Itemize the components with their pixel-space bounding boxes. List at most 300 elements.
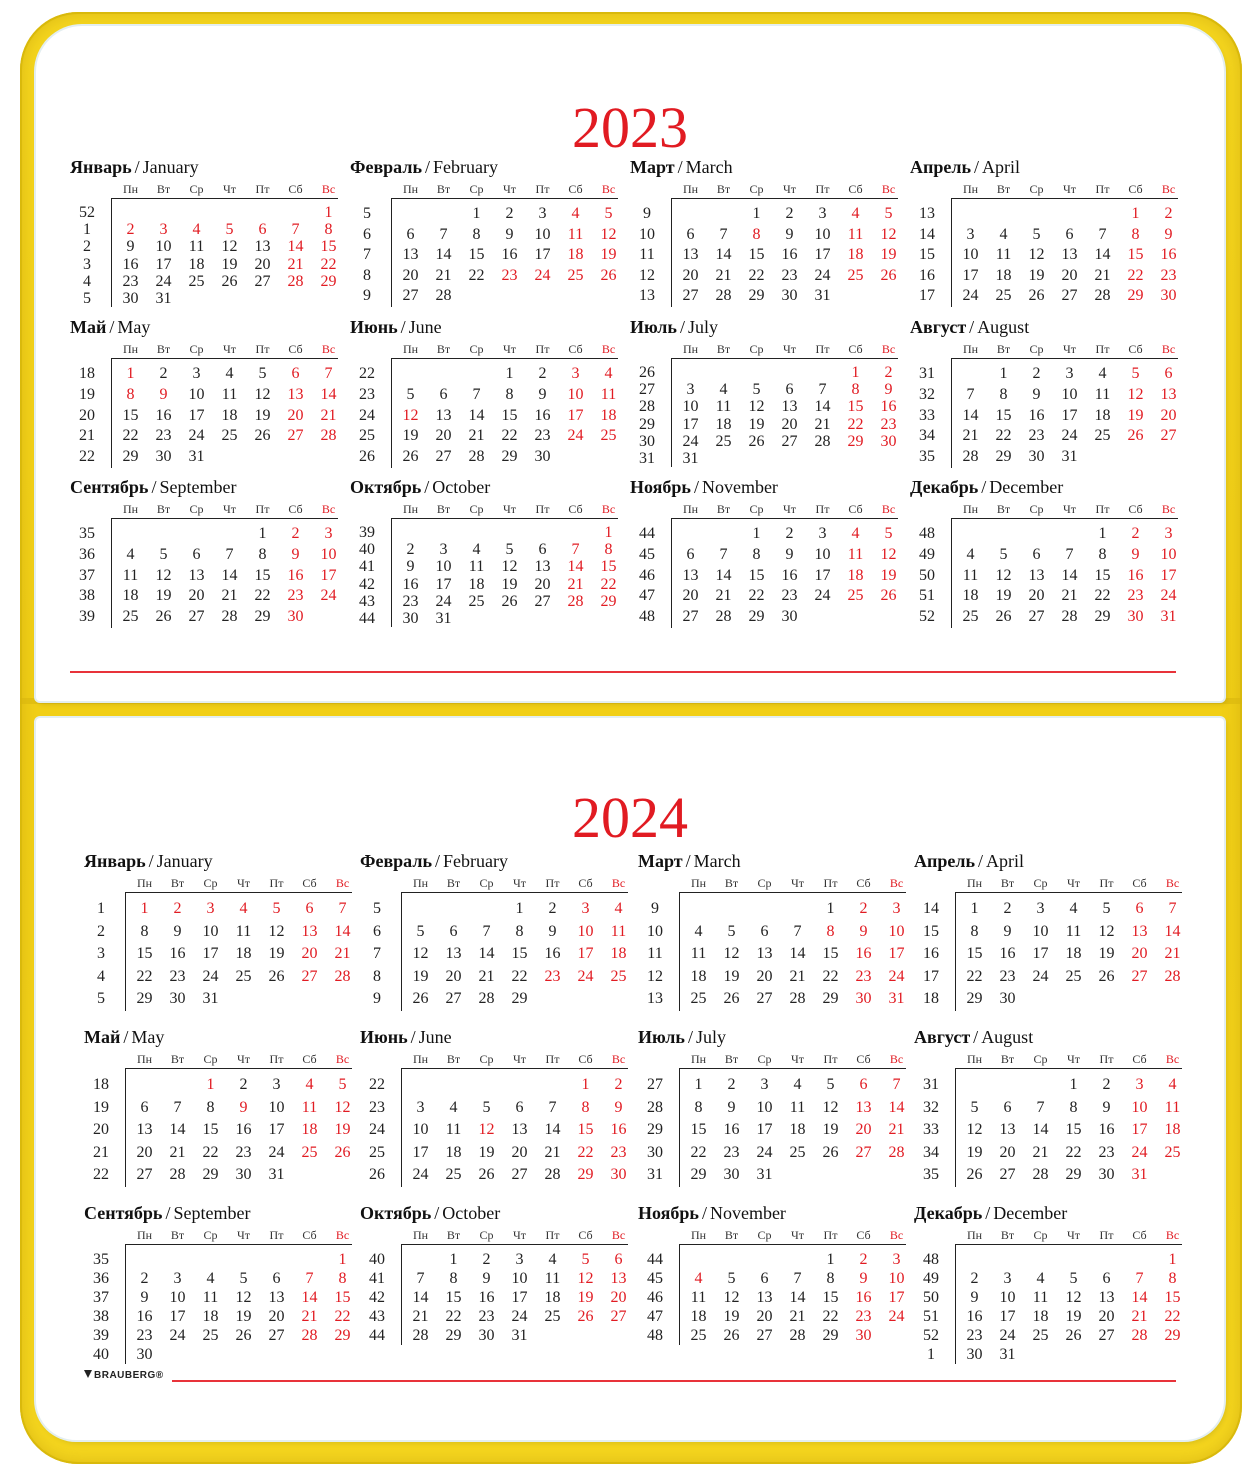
day-cell: 28 xyxy=(1164,967,1181,985)
day-cell: 23 xyxy=(287,587,304,605)
day-cell: 31 xyxy=(155,290,172,307)
day-cell: 18 xyxy=(301,1121,318,1139)
day-cell: 22 xyxy=(511,967,528,985)
day-cell: 21 xyxy=(789,1308,806,1325)
week-number-rule xyxy=(951,518,952,628)
day-cell: 17 xyxy=(1160,566,1177,584)
day-cell: 30 xyxy=(402,610,419,627)
day-cell: 18 xyxy=(600,406,617,424)
weekday-header: Пт xyxy=(255,182,270,196)
day-cell: 20 xyxy=(999,1143,1016,1161)
day-cell: 1 xyxy=(970,900,979,917)
day-cell: 19 xyxy=(221,255,238,273)
day-cell: 3 xyxy=(324,525,333,542)
header-rule xyxy=(956,1244,1182,1245)
weekday-header: Вс xyxy=(1165,1052,1180,1066)
month-name-ru: Июль xyxy=(638,1027,685,1047)
week-number: 32 xyxy=(919,385,935,403)
day-cell: 1 xyxy=(826,1251,835,1268)
day-cell: 10 xyxy=(534,225,551,243)
day-cell: 11 xyxy=(600,385,617,403)
day-cell: 12 xyxy=(478,1121,495,1139)
day-cell: 28 xyxy=(468,448,485,466)
header-rule xyxy=(402,892,628,893)
header-rule xyxy=(680,1244,906,1245)
day-cell: 8 xyxy=(505,385,514,403)
weekday-header: Чт xyxy=(236,1228,251,1242)
day-cell: 3 xyxy=(173,1270,182,1287)
day-cell: 26 xyxy=(268,967,285,985)
month-title-separator: / xyxy=(981,477,987,497)
day-cell: 9 xyxy=(859,1270,868,1287)
day-cell: 17 xyxy=(756,1121,773,1139)
day-cell: 3 xyxy=(1003,1270,1012,1287)
day-cell: 4 xyxy=(694,922,703,940)
weekday-header: Ср xyxy=(1029,502,1044,516)
weekday-header: Ср xyxy=(469,502,484,516)
weekday-header: Пт xyxy=(823,876,838,890)
day-cell: 13 xyxy=(445,945,462,963)
weekday-header: Вт xyxy=(724,1228,739,1242)
month-calendar-grid xyxy=(360,1052,628,1187)
weekday-header: Сб xyxy=(288,182,303,196)
day-cell: 4 xyxy=(192,221,201,239)
week-number: 47 xyxy=(647,1308,663,1325)
day-cell: 20 xyxy=(268,1308,285,1325)
day-cell: 29 xyxy=(334,1327,351,1344)
month-name-ru: Май xyxy=(70,317,107,337)
weekday-header: Чт xyxy=(222,182,237,196)
day-cell: 4 xyxy=(1168,1076,1177,1093)
day-cell: 20 xyxy=(254,255,271,273)
day-cell: 12 xyxy=(577,1270,594,1287)
day-cell: 17 xyxy=(268,1121,285,1139)
day-cell: 3 xyxy=(159,221,168,239)
week-number: 11 xyxy=(647,945,663,963)
weekday-header: Вт xyxy=(436,502,451,516)
month-calendar-grid xyxy=(910,502,1178,628)
header-rule xyxy=(112,518,338,519)
day-cell: 16 xyxy=(781,566,798,584)
day-cell: 15 xyxy=(995,406,1012,424)
month-title-separator: / xyxy=(687,1027,693,1047)
day-cell: 24 xyxy=(962,287,979,305)
day-cell: 14 xyxy=(789,1289,806,1306)
day-cell: 27 xyxy=(1160,427,1177,445)
day-cell: 31 xyxy=(268,1166,285,1184)
month-title-separator: / xyxy=(974,157,980,177)
day-cell: 18 xyxy=(610,945,627,963)
week-number-rule xyxy=(679,1244,680,1345)
weekday-header: Сб xyxy=(302,876,317,890)
day-cell: 20 xyxy=(781,415,798,433)
week-number-rule xyxy=(125,892,126,1011)
day-cell: 21 xyxy=(169,1143,186,1161)
day-cell: 15 xyxy=(202,1121,219,1139)
day-cell: 21 xyxy=(287,255,304,273)
day-cell: 19 xyxy=(723,967,740,985)
day-cell: 25 xyxy=(468,592,485,610)
day-cell: 9 xyxy=(1032,385,1041,403)
day-cell: 17 xyxy=(999,1308,1016,1325)
day-cell: 26 xyxy=(577,1308,594,1325)
day-cell: 13 xyxy=(268,1289,285,1306)
weekday-header: Сб xyxy=(1128,502,1143,516)
day-cell: 12 xyxy=(880,545,897,563)
week-number: 13 xyxy=(919,205,935,222)
day-cell: 7 xyxy=(291,221,300,239)
week-number: 49 xyxy=(919,545,935,563)
day-cell: 22 xyxy=(254,587,271,605)
day-cell: 10 xyxy=(682,398,699,416)
month-name-ru: Октябрь xyxy=(360,1203,432,1223)
month-name-en: January xyxy=(156,851,213,871)
day-cell: 4 xyxy=(604,365,613,382)
day-cell: 1 xyxy=(472,205,481,222)
day-cell: 12 xyxy=(1028,246,1045,264)
week-number: 26 xyxy=(639,364,655,381)
week-number-rule xyxy=(401,1068,402,1187)
week-number-rule xyxy=(955,1244,956,1364)
header-rule xyxy=(392,198,618,199)
month-block xyxy=(914,1202,1182,1364)
weekday-header: Ср xyxy=(1029,342,1044,356)
day-cell: 13 xyxy=(781,398,798,416)
week-number: 22 xyxy=(369,1076,385,1093)
weekday-header: Вс xyxy=(611,1052,626,1066)
month-calendar-grid xyxy=(914,876,1182,1011)
day-cell: 7 xyxy=(324,365,333,382)
week-number: 20 xyxy=(79,406,95,424)
day-cell: 10 xyxy=(169,1289,186,1306)
day-cell: 30 xyxy=(1098,1166,1115,1184)
month-calendar-grid xyxy=(84,1052,352,1187)
day-cell: 7 xyxy=(416,1270,425,1287)
month-name-ru: Август xyxy=(910,317,967,337)
day-cell: 14 xyxy=(789,945,806,963)
week-number: 17 xyxy=(919,287,935,305)
month-calendar-grid xyxy=(70,182,338,307)
day-cell: 8 xyxy=(581,1098,590,1116)
day-cell: 12 xyxy=(412,945,429,963)
weekday-header: Ср xyxy=(203,876,218,890)
day-cell: 29 xyxy=(511,990,528,1008)
weekday-header: Сб xyxy=(578,876,593,890)
weekday-header: Вт xyxy=(716,182,731,196)
week-number: 36 xyxy=(79,545,95,563)
day-cell: 30 xyxy=(534,448,551,466)
week-number-rule xyxy=(111,198,112,307)
day-cell: 9 xyxy=(785,545,794,563)
day-cell: 18 xyxy=(789,1121,806,1139)
week-number: 36 xyxy=(93,1270,109,1287)
day-cell: 24 xyxy=(412,1166,429,1184)
month-block xyxy=(84,850,352,1011)
month-name-ru: Март xyxy=(630,157,675,177)
day-cell: 10 xyxy=(511,1270,528,1287)
day-cell: 16 xyxy=(1127,566,1144,584)
day-cell: 5 xyxy=(272,900,281,917)
weekday-header: Пт xyxy=(1095,342,1110,356)
day-cell: 15 xyxy=(1094,566,1111,584)
week-number: 3 xyxy=(83,255,91,273)
week-number: 51 xyxy=(919,587,935,605)
day-cell: 18 xyxy=(847,566,864,584)
day-cell: 5 xyxy=(884,525,893,542)
header-rule xyxy=(956,892,1182,893)
day-cell: 16 xyxy=(544,945,561,963)
day-cell: 25 xyxy=(600,427,617,445)
day-cell: 14 xyxy=(1131,1289,1148,1306)
day-cell: 18 xyxy=(995,266,1012,284)
day-cell: 22 xyxy=(748,587,765,605)
day-cell: 1 xyxy=(1098,525,1107,542)
day-cell: 6 xyxy=(192,545,201,563)
day-cell: 29 xyxy=(254,608,271,626)
weekday-header: Пт xyxy=(255,342,270,356)
day-cell: 17 xyxy=(155,255,172,273)
day-cell: 24 xyxy=(1131,1143,1148,1161)
month-title-separator: / xyxy=(424,157,430,177)
day-cell: 29 xyxy=(748,608,765,626)
day-cell: 16 xyxy=(1098,1121,1115,1139)
weekday-header: Чт xyxy=(512,1228,527,1242)
day-cell: 19 xyxy=(1065,1308,1082,1325)
day-cell: 8 xyxy=(449,1270,458,1287)
day-cell: 16 xyxy=(122,255,139,273)
week-number: 9 xyxy=(363,287,371,305)
week-number: 40 xyxy=(93,1346,109,1363)
day-cell: 7 xyxy=(793,922,802,940)
day-cell: 23 xyxy=(402,592,419,610)
day-cell: 1 xyxy=(694,1076,703,1093)
day-cell: 29 xyxy=(690,1166,707,1184)
day-cell: 3 xyxy=(892,900,901,917)
weekday-header: Пн xyxy=(412,1052,429,1066)
month-name-en: July xyxy=(695,1027,726,1047)
day-cell: 11 xyxy=(847,545,864,563)
day-cell: 12 xyxy=(723,1289,740,1306)
day-cell: 28 xyxy=(715,608,732,626)
weekday-header: Вс xyxy=(1161,182,1176,196)
day-cell: 8 xyxy=(826,922,835,940)
day-cell: 16 xyxy=(723,1121,740,1139)
day-cell: 3 xyxy=(416,1098,425,1116)
day-cell: 26 xyxy=(723,1327,740,1344)
week-number: 8 xyxy=(363,266,371,284)
day-cell: 10 xyxy=(567,385,584,403)
day-cell: 2 xyxy=(159,365,168,382)
weekday-header: Ср xyxy=(189,502,204,516)
day-cell: 5 xyxy=(1069,1270,1078,1287)
month-title-separator: / xyxy=(123,1027,129,1047)
week-number: 18 xyxy=(79,365,95,382)
weekday-header: Чт xyxy=(1062,182,1077,196)
day-cell: 17 xyxy=(320,566,337,584)
week-number: 10 xyxy=(639,225,655,243)
day-cell: 18 xyxy=(962,587,979,605)
day-cell: 13 xyxy=(1131,922,1148,940)
day-cell: 24 xyxy=(999,1327,1016,1344)
month-title-separator: / xyxy=(973,1027,979,1047)
day-cell: 23 xyxy=(169,967,186,985)
day-cell: 20 xyxy=(1160,406,1177,424)
day-cell: 3 xyxy=(538,205,547,222)
day-cell: 5 xyxy=(239,1270,248,1287)
week-number: 13 xyxy=(647,990,663,1008)
month-name-ru: Август xyxy=(914,1027,971,1047)
day-cell: 8 xyxy=(752,225,761,243)
day-cell: 15 xyxy=(690,1121,707,1139)
month-title-separator: / xyxy=(985,1203,991,1223)
month-calendar-grid xyxy=(910,342,1178,468)
day-cell: 17 xyxy=(202,945,219,963)
day-cell: 23 xyxy=(544,967,561,985)
day-cell: 20 xyxy=(1028,587,1045,605)
weekday-header: Чт xyxy=(236,876,251,890)
day-cell: 10 xyxy=(155,238,172,256)
day-cell: 4 xyxy=(793,1076,802,1093)
month-title-separator: / xyxy=(134,157,140,177)
month-title xyxy=(910,476,1178,498)
day-cell: 26 xyxy=(880,587,897,605)
day-cell: 30 xyxy=(966,1346,983,1363)
month-title xyxy=(638,1202,906,1224)
day-cell: 2 xyxy=(1003,900,1012,917)
weekday-header: Чт xyxy=(222,342,237,356)
week-number: 6 xyxy=(363,225,371,243)
month-title xyxy=(914,1026,1182,1048)
day-cell: 12 xyxy=(880,225,897,243)
day-cell: 22 xyxy=(1065,1143,1082,1161)
day-cell: 4 xyxy=(126,545,135,563)
day-cell: 1 xyxy=(851,364,860,381)
day-cell: 8 xyxy=(1069,1098,1078,1116)
month-name-en: February xyxy=(442,851,508,871)
month-title xyxy=(84,1026,352,1048)
day-cell: 21 xyxy=(221,587,238,605)
weekday-header: Пт xyxy=(1099,876,1114,890)
day-cell: 13 xyxy=(682,246,699,264)
day-cell: 26 xyxy=(1098,967,1115,985)
day-cell: 7 xyxy=(305,1270,314,1287)
day-cell: 8 xyxy=(1168,1270,1177,1287)
day-cell: 25 xyxy=(188,272,205,290)
day-cell: 20 xyxy=(534,575,551,593)
day-cell: 11 xyxy=(847,225,864,243)
month-calendar-grid xyxy=(84,876,352,1011)
day-cell: 26 xyxy=(402,448,419,466)
week-number: 2 xyxy=(97,922,105,940)
day-cell: 16 xyxy=(855,945,872,963)
weekday-header: Ср xyxy=(757,1228,772,1242)
month-title xyxy=(70,156,338,178)
week-number: 46 xyxy=(647,1289,663,1306)
day-cell: 8 xyxy=(970,922,979,940)
weekday-header: Вт xyxy=(996,342,1011,356)
month-title-separator: / xyxy=(424,477,430,497)
weekday-header: Чт xyxy=(502,502,517,516)
month-name-ru: Февраль xyxy=(360,851,432,871)
day-cell: 21 xyxy=(1061,587,1078,605)
day-cell: 1 xyxy=(604,524,613,541)
day-cell: 27 xyxy=(301,967,318,985)
day-cell: 24 xyxy=(320,587,337,605)
day-cell: 29 xyxy=(748,287,765,305)
week-number: 37 xyxy=(79,566,95,584)
day-cell: 2 xyxy=(548,900,557,917)
day-cell: 11 xyxy=(544,1270,561,1287)
month-title-separator: / xyxy=(701,1203,707,1223)
day-cell: 30 xyxy=(1160,287,1177,305)
day-cell: 21 xyxy=(962,427,979,445)
day-cell: 27 xyxy=(254,272,271,290)
day-cell: 6 xyxy=(686,545,695,563)
weekday-header: Вс xyxy=(321,182,336,196)
day-cell: 4 xyxy=(719,381,728,399)
day-cell: 21 xyxy=(1164,945,1181,963)
month-title-separator: / xyxy=(969,317,975,337)
day-cell: 29 xyxy=(822,990,839,1008)
day-cell: 25 xyxy=(962,608,979,626)
day-cell: 16 xyxy=(999,945,1016,963)
week-number: 10 xyxy=(647,922,663,940)
day-cell: 16 xyxy=(478,1289,495,1306)
day-cell: 6 xyxy=(258,221,267,239)
day-cell: 17 xyxy=(1131,1121,1148,1139)
day-cell: 18 xyxy=(202,1308,219,1325)
month-name-ru: Декабрь xyxy=(914,1203,983,1223)
day-cell: 20 xyxy=(402,266,419,284)
week-number: 44 xyxy=(369,1327,385,1344)
day-cell: 2 xyxy=(859,1251,868,1268)
weekday-header: Вс xyxy=(335,1052,350,1066)
day-cell: 6 xyxy=(538,541,547,559)
day-cell: 2 xyxy=(140,1270,149,1287)
day-cell: 3 xyxy=(1065,365,1074,382)
day-cell: 1 xyxy=(324,204,333,221)
weekday-header: Пт xyxy=(255,502,270,516)
week-number: 25 xyxy=(369,1143,385,1161)
month-title-separator: / xyxy=(148,851,154,871)
day-cell: 3 xyxy=(686,381,695,399)
day-cell: 24 xyxy=(888,1308,905,1325)
day-cell: 11 xyxy=(1065,922,1082,940)
weekday-header: Чт xyxy=(1066,1052,1081,1066)
day-cell: 8 xyxy=(515,922,524,940)
day-cell: 7 xyxy=(338,900,347,917)
day-cell: 6 xyxy=(1065,225,1074,243)
day-cell: 23 xyxy=(781,587,798,605)
day-cell: 30 xyxy=(880,432,897,450)
day-cell: 20 xyxy=(136,1143,153,1161)
day-cell: 14 xyxy=(412,1289,429,1306)
month-name-en: May xyxy=(117,317,151,337)
day-cell: 10 xyxy=(756,1098,773,1116)
weekday-header: Вс xyxy=(601,342,616,356)
day-cell: 9 xyxy=(614,1098,623,1116)
week-number: 18 xyxy=(923,990,939,1008)
day-cell: 26 xyxy=(1127,427,1144,445)
day-cell: 7 xyxy=(1065,545,1074,563)
day-cell: 3 xyxy=(571,365,580,382)
week-number: 35 xyxy=(93,1251,109,1268)
day-cell: 4 xyxy=(225,365,234,382)
weekday-header: Пт xyxy=(823,1052,838,1066)
month-title xyxy=(638,1026,906,1048)
day-cell: 5 xyxy=(338,1076,347,1093)
day-cell: 30 xyxy=(478,1327,495,1344)
